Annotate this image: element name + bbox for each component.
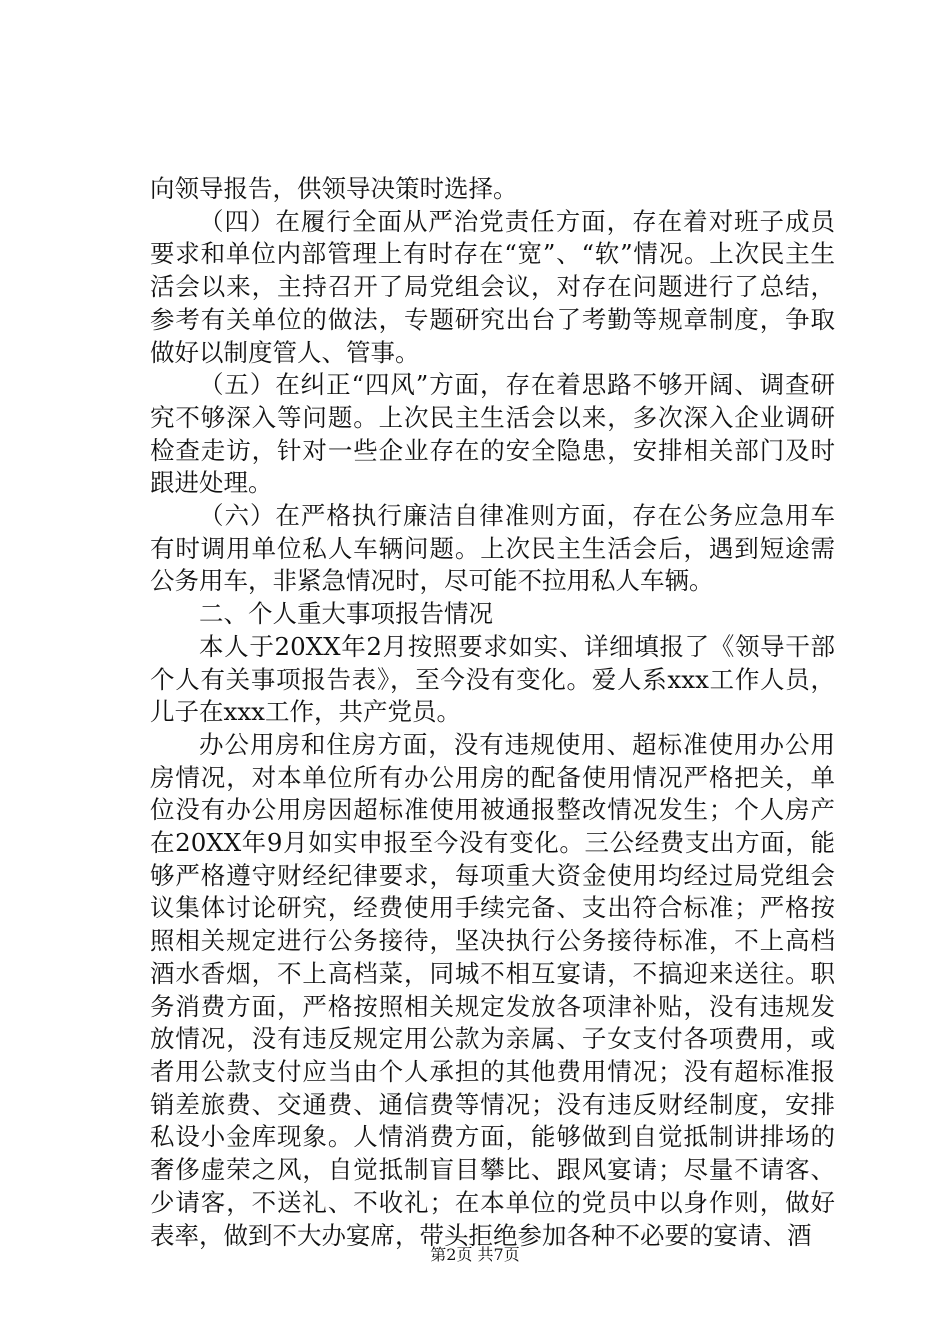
paragraph-item-six: （六）在严格执行廉洁自律准则方面，存在公务应急用车有时调用单位私人车辆问题。上次民主生活会后，遇到短途需公务用车，非紧急情况时，尽可能不拉用私人车辆。: [150, 501, 835, 596]
section-heading-two: 二、个人重大事项报告情况: [199, 599, 493, 629]
paragraph-personal-report: 本人于20XX年2月按照要求如实、详细填报了《领导干部个人有关事项报告表》，至今没有变化。爱人系xxx工作人员，儿子在xxx工作，共产党员。: [150, 631, 835, 727]
page-number-footer: 第2页 共7页: [430, 1245, 520, 1264]
paragraph-intro-continuation: 向领导报告，供领导决策时选择。: [150, 174, 518, 203]
paragraph-item-four: （四）在履行全面从严治党责任方面，存在着对班子成员要求和单位内部管理上有时存在“宽”、“软”情况。上次民主生活会以来，主持召开了局党组会议，对存在问题进行了总结，参考有关单位的做法，专题研究出台了考勤等规章制度，争取做好以制度管人、管事。: [150, 206, 835, 367]
paragraph-item-five: （五）在纠正“四风”方面，存在着思路不够开阔、调查研究不够深入等问题。上次民主生活会以来，多次深入企业调研检查走访，针对一些企业存在的安全隐患，安排相关部门及时跟进处理。: [150, 370, 835, 498]
document-body: [150, 173, 835, 1252]
paragraph-office-housing: 办公用房和住房方面，没有违规使用、超标准使用办公用房情况，对本单位所有办公用房的配备使用情况严格把关，单位没有办公用房因超标准使用被通报整改情况发生；个人房产在20XX年9月如实申报至今没有变化。三公经费支出方面，能够严格遵守财经纪律要求，每项重大资金使用均经过局党组会议集体讨论研究，经费使用手续完备、支出符合标准；严格按照相关规定进行公务接待，坚决执行公务接待标准，不上高档酒水香烟，不上高档菜，同城不相互宴请，不搞迎来送往。职务消费方面，严格按照相关规定发放各项津补贴，没有违规发放情况，没有违反规定用公款为亲属、子女支付各项费用，或者用公款支付应当由个人承担的其他费用情况；没有超标准报销差旅费、交通费、通信费等情况；没有违反财经制度，安排私设小金库现象。人情消费方面，能够做到自觉抵制讲排场的奢侈虚荣之风，自觉抵制盲目攀比、跟风宴请；尽量不请客、少请客，不送礼、不收礼；在本单位的党员中以身作则，做好表率，做到不大办宴席，带头拒绝参加各种不必要的宴请、酒: [150, 729, 835, 1250]
